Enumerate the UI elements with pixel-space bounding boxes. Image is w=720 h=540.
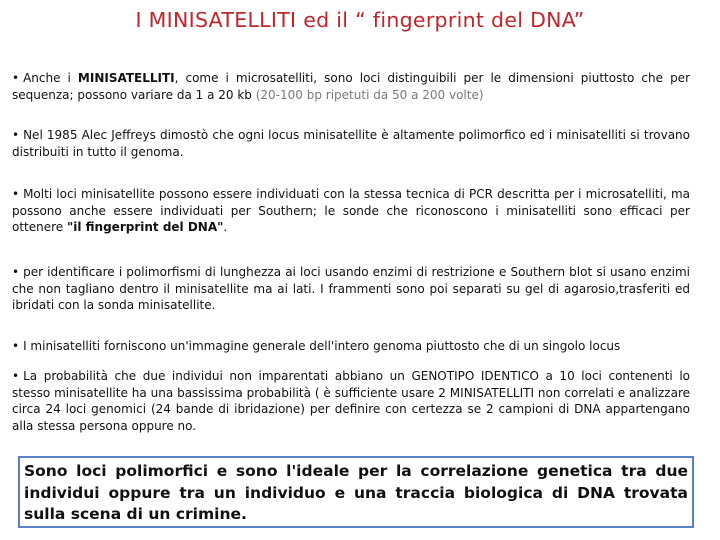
paragraph-genome-image <box>12 338 690 355</box>
bullet: • <box>12 71 20 85</box>
paragraph-grey-note: (20-100 bp ripetuti da 50 a 200 volte) <box>255 87 484 102</box>
paragraph-probability <box>12 368 690 434</box>
bullet: • <box>12 369 20 383</box>
paragraph-text: , come i microsatelliti, sono loci distinguibili per le dimensioni piuttosto che per sequenza; possono variare da 1 a 20 kb <box>12 71 690 102</box>
bullet: • <box>12 187 20 201</box>
paragraph-jeffreys <box>12 127 690 160</box>
paragraph-restriction-enzymes <box>12 264 690 314</box>
paragraph-bold-term: "il fingerprint del DNA" <box>67 220 224 234</box>
paragraph-text: per identificare i polimorfismi di lunghezza ai loci usando enzimi di restrizione e Southern blot si usano enzimi che non tagliano dentro il minisatellite ma ai lati. I frammenti sono poi separati su gel di agarosio,trasferiti ed ibridati con la sonda minisatellite. <box>12 265 690 312</box>
summary-callout-box <box>18 456 694 528</box>
paragraph-bold-term: MINISATELLITI <box>77 71 175 85</box>
paragraph-text: Anche i <box>23 71 78 85</box>
callout-text: Sono loci polimorfici e sono l'ideale per la correlazione genetica tra due individui oppure tra un individuo e una traccia biologica di DNA trovata sulla scena di un crimine. <box>24 462 688 523</box>
paragraph-text: La probabilità che due individui non imparentati abbiano un GENOTIPO IDENTICO a 10 loci contenenti lo stesso minisatellite ha una bassissima probabilità ( è sufficiente usare 2 MINISATELLITI non correlati e analizzare circa 24 loci genomici (24 bande di ibridazione) per definire con certezza se 2 campioni di DNA appartengano alla stessa persona oppure no. <box>12 369 690 433</box>
bullet: • <box>12 128 20 142</box>
paragraph-pcr-southern <box>12 186 690 236</box>
bullet: • <box>12 339 20 353</box>
paragraph-text: Molti loci minisatellite possono essere individuati con la stessa tecnica di PCR descritta per i microsatelliti, ma possono anche essere individuati per Southern; le sonde che riconoscono i minisatelliti sono efficaci per ottenere <box>12 187 690 234</box>
paragraph-minisatelliti-definition <box>12 70 690 103</box>
paragraph-text-end: . <box>223 220 228 234</box>
paragraph-text: Nel 1985 Alec Jeffreys dimostò che ogni locus minisatellite è altamente polimorfico ed i minisatelliti si trovano distribuiti in tutto il genoma. <box>12 128 690 159</box>
slide-title: I MINISATELLITI ed il “ fingerprint del DNA” <box>135 8 585 32</box>
paragraph-text: I minisatelliti forniscono un'immagine generale dell'intero genoma piuttosto che di un singolo locus <box>23 339 621 353</box>
bullet: • <box>12 265 20 279</box>
